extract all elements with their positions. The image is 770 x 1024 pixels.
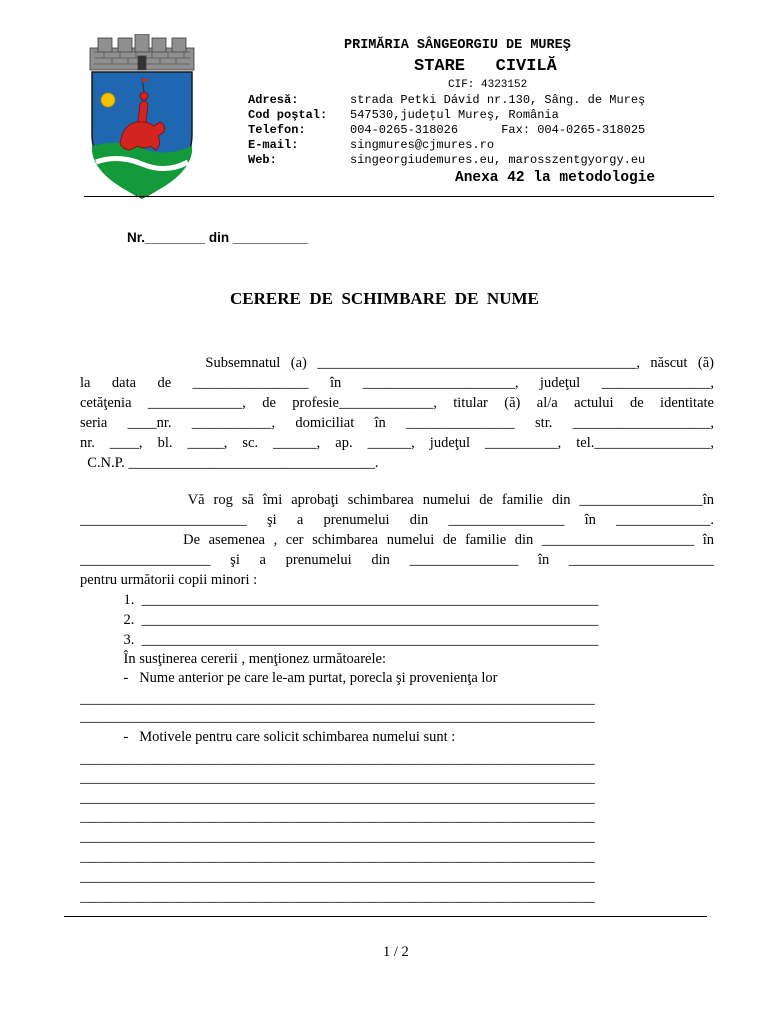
blank-line: _______________________________________________________________________	[80, 691, 595, 707]
body-line: - Nume anterior pe care le-am purtat, porecla şi provenienţa lor	[80, 670, 498, 686]
body-line: _______________________ şi a prenumelui din ________________ în _____________.	[80, 512, 714, 528]
cif-number: CIF: 4323152	[448, 79, 528, 91]
institution-name: PRIMĂRIA SÂNGEORGIU DE MUREŞ	[344, 38, 571, 53]
postal-code-value: 547530,judeţul Mureş, România	[350, 108, 559, 122]
coat-of-arms-logo	[84, 34, 200, 200]
email-value: singmures@cjmures.ro	[350, 138, 495, 152]
page-number: 1 / 2	[383, 944, 409, 960]
blank-line: _______________________________________________________________________	[80, 809, 595, 825]
web-label: Web:	[248, 153, 277, 167]
body-line: __________________ şi a prenumelui din _______________ în ____________________	[80, 552, 714, 568]
footer-divider	[64, 916, 707, 917]
blank-line: _______________________________________________________________________	[80, 829, 595, 845]
body-line: De asemenea , cer schimbarea numelui de familie din _____________________ în	[80, 532, 714, 548]
body-line: Vă rog să îmi aprobaţi schimbarea numelui de familie din _________________în	[80, 492, 714, 508]
email-label: E-mail:	[248, 138, 299, 152]
department-name: STARE CIVILĂ	[414, 57, 557, 76]
blank-line: _______________________________________________________________________	[80, 869, 595, 885]
annex-reference: Anexa 42 la metodologie	[455, 170, 656, 186]
address-value: strada Petki Dávid nr.130, Sâng. de Mureş	[350, 93, 646, 107]
body-line: În susţinerea cererii , menţionez următoarele:	[80, 651, 386, 667]
blank-line: _______________________________________________________________________	[80, 849, 595, 865]
mural-crown	[90, 34, 194, 70]
body-line: seria ____nr. ___________, domiciliat în _______________ str. ___________________,	[80, 415, 714, 431]
list-item: 1. _______________________________________________________________	[80, 592, 599, 608]
body-line: la data de ________________ în _____________________, judeţul _______________,	[80, 375, 714, 391]
body-line: Subsemnatul (a) ____________________________________________, născut (ă)	[80, 355, 714, 371]
body-line: C.N.P. __________________________________.	[80, 455, 379, 471]
phone-label: Telefon:	[248, 123, 306, 137]
body-line: pentru următorii copii minori :	[80, 572, 258, 588]
header-divider	[84, 196, 714, 197]
blank-line: _______________________________________________________________________	[80, 889, 595, 905]
phone-fax-value: 004-0265-318026 Fax: 004-0265-318025	[350, 123, 646, 137]
blank-line: _______________________________________________________________________	[80, 751, 595, 767]
postal-code-label: Cod poştal:	[248, 108, 328, 122]
sun-icon	[101, 93, 115, 107]
body-line: nr. ____, bl. _____, sc. ______, ap. ______, judeţul __________, tel.________________,	[80, 435, 714, 451]
form-title: CERERE DE SCHIMBARE DE NUME	[230, 289, 539, 308]
blank-line: _______________________________________________________________________	[80, 790, 595, 806]
list-item: 2. _______________________________________________________________	[80, 612, 599, 628]
blank-line: _______________________________________________________________________	[80, 709, 595, 725]
list-item: 3. _______________________________________________________________	[80, 632, 599, 648]
registration-number-field: Nr.________ din __________	[127, 230, 308, 245]
body-line: - Motivele pentru care solicit schimbarea numelui sunt :	[80, 729, 456, 745]
body-line: cetăţenia _____________, de profesie_____________, titular (ă) al/a actului de identitate	[80, 395, 714, 411]
blank-line: _______________________________________________________________________	[80, 770, 595, 786]
web-value: singeorgiudemures.eu, marosszentgyorgy.eu	[350, 153, 646, 167]
address-label: Adresă:	[248, 93, 299, 107]
